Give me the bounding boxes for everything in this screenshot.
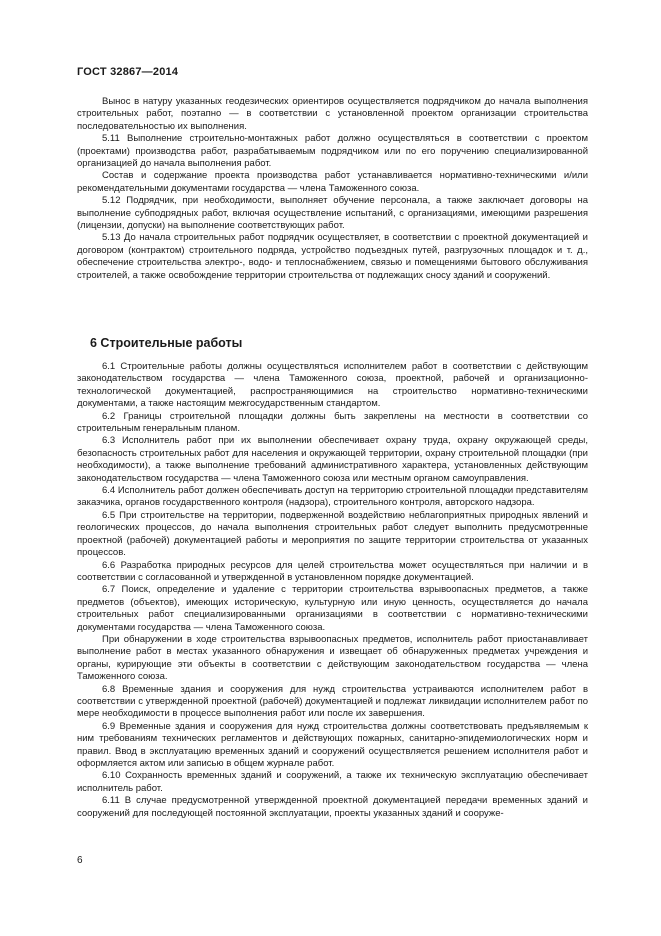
- paragraph: 6.4 Исполнитель работ должен обеспечивать доступ на территорию строительной площадки представителям заказчика, органов государственного контроля (надзора), строительного контроля, авторского надзора.: [77, 485, 588, 509]
- paragraph: 6.8 Временные здания и сооружения для нужд строительства устраиваются исполнителем работ в соответствии с утвержденной проектной (рабочей) документацией и подлежат ликвидации исполнителем работ по мере необходимости в процессе выполнения работ или после их завершения.: [77, 683, 588, 720]
- paragraph: 6.3 Исполнитель работ при их выполнении обеспечивает охрану труда, охрану окружающей среды, безопасность строительных работ для населения и окружающей территории, охрану строительной площадки (при необходимости), а также выполнение требований административного характера, установленных действующим законодательством государства — члена Таможенного союза или местным органом самоуправления.: [77, 435, 588, 484]
- paragraph: 6.10 Сохранность временных зданий и сооружений, а также их техническую эксплуатацию обеспечивает исполнитель работ.: [77, 770, 588, 794]
- paragraph: При обнаружении в ходе строительства взрывоопасных предметов, исполнитель работ приостанавливает выполнение работ в местах указанного обнаружения и извещает об обнаруженных предметах учреждения и органы, курирующие эти объекты в соответствии с действующим законодательством государства — члена Таможенного союза.: [77, 633, 588, 683]
- paragraph: 6.11 В случае предусмотренной утвержденной проектной документацией передачи временных зданий и сооружений для последующей постоянной эксплуатации, проекты указанных зданий и сооруже-: [77, 795, 588, 819]
- paragraph: 6.2 Границы строительной площадки должны быть закреплены на местности в соответствии со строительным генеральным планом.: [77, 410, 588, 435]
- paragraph: 5.11 Выполнение строительно-монтажных работ должно осуществляться в соответствии с проектом (проектами) производства работ, разрабатываемым подрядчиком или по его поручению специализированной организацией до начала выполнения работ.: [77, 133, 588, 170]
- paragraph: 6.5 При строительстве на территории, подверженной воздействию неблагоприятных природных явлений и геологических процессов, до начала выполнения строительных работ следует выполнить предусмотренные проектной (рабочей) документацией работы и мероприятия по защите территории строительства от указанных процессов.: [77, 509, 588, 559]
- paragraph: 5.13 До начала строительных работ подрядчик осуществляет, в соответствии с проектной документацией и договором (контрактом) строительного подряда, устройство подъездных путей, разгрузочных площадок и т. д., обеспечение строительства электро-, водо- и теплоснабжением, связью и помещениями бытового обслуживания строителей, а также освобождение территории строительства от подлежащих сносу зданий и сооружений.: [77, 232, 588, 281]
- paragraph: Состав и содержание проекта производства работ устанавливается нормативно-техническими и/или рекомендательными документами государства — члена Таможенного союза.: [77, 170, 588, 194]
- paragraph: 6.7 Поиск, определение и удаление с территории строительства взрывоопасных предметов, а также предметов (объектов), имеющих историческую, культурную или иную ценность, осуществляется до начала строительных работ специализированными организациями в соответствии с нормативно-техническими документами государства — члена Таможенного союза.: [77, 584, 588, 633]
- standard-code-header: ГОСТ 32867—2014: [77, 66, 179, 78]
- paragraph: 6.9 Временные здания и сооружения для нужд строительства должны соответствовать предъявляемым к ним требованиям технических регламентов и действующих пожарных, санитарно-эпидемиологических норм и правил. Ввод в эксплуатацию временных зданий и сооружений осуществляется решением исполнителя работ и оформляется актом или записью в общем журнале работ.: [77, 720, 588, 769]
- paragraph: Вынос в натуру указанных геодезических ориентиров осуществляется подрядчиком до начала выполнения строительных работ, поэтапно — в соответствии с установленной проектом организации строительства последовательностью их выполнения.: [77, 96, 588, 132]
- paragraph: 6.6 Разработка природных ресурсов для целей строительства может осуществляться при наличии и в соответствии с согласованной и утвержденной в установленном порядке документацией.: [77, 559, 588, 583]
- clause-5-continuation: [77, 96, 588, 282]
- section-heading: 6 Строительные работы: [90, 336, 243, 350]
- page-number: 6: [77, 855, 83, 866]
- paragraph: 5.12 Подрядчик, при необходимости, выполняет обучение персонала, а также заключает договоры на выполнение субподрядных работ, включая осуществление испытаний, с организациями, имеющими разрешения (лицензии, допуски) на выполнение соответствующих работ.: [77, 195, 588, 232]
- paragraph: 6.1 Строительные работы должны осуществляться исполнителем работ в соответствии с действующим законодательством государства — члена Таможенного союза, проектной, рабочей и организационно-технологической документацией, распространяющимися на строительство нормативно-техническими документами, а также настоящим межгосударственным стандартом.: [77, 361, 588, 410]
- section-6-body: [77, 361, 588, 820]
